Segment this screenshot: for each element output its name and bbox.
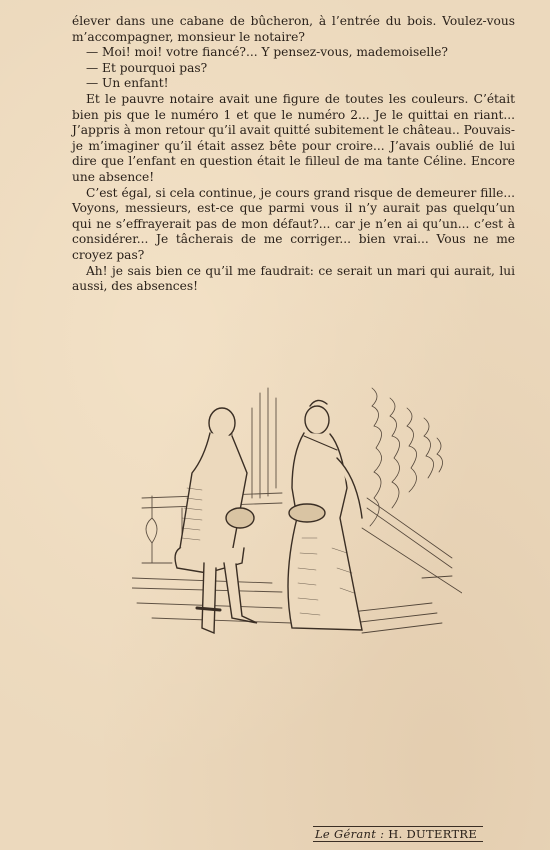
signature-name: H. DUTERTRE xyxy=(388,827,478,841)
foliage xyxy=(362,388,462,593)
engraving-illustration xyxy=(132,378,462,648)
signature-label: Le Gérant : xyxy=(315,827,385,841)
dialog-line: — Et pourquoi pas? xyxy=(86,60,208,75)
story-text xyxy=(72,14,515,295)
man-figure xyxy=(175,408,257,633)
publisher-signature xyxy=(313,826,483,842)
dialog-line: — Un enfant! xyxy=(86,76,169,91)
paragraph: C’est égal, si cela continue, je cours grand risque de demeurer fille... Voyons, messieurs, est-ce que parmi vous il n’y aurait pas quelqu’un qui ne s’effrayerait pas de mon défaut?... car je n’en ai qu’un... c’est à considérer... Je tâcherais de me corriger... bien vrai... Vous ne me croyez pas? xyxy=(72,185,515,262)
woman-figure xyxy=(288,400,362,630)
paragraph: Et le pauvre notaire avait une figure de toutes les couleurs. C’était bien pis que le numéro 1 et que le numéro 2... Je le quittai en riant... J’appris à mon retour qu’il avait quitté subitement le château.. Pouvais-je m’imaginer qu’il était assez bête pour croire... J’avais oublié de lui dire que l’enfant en question était le filleul de ma tante Céline. Encore une absence! xyxy=(72,91,515,184)
paragraph: Ah! je sais bien ce qu’il me faudrait: ce serait un mari qui aurait, lui aussi, des absences! xyxy=(72,263,515,294)
paragraph: élever dans une cabane de bûcheron, à l’entrée du bois. Voulez-vous m’accompagner, monsieur le notaire? xyxy=(72,14,515,44)
dialog-line: — Moi! moi! votre fiancé?... Y pensez-vous, mademoiselle? xyxy=(86,45,448,60)
